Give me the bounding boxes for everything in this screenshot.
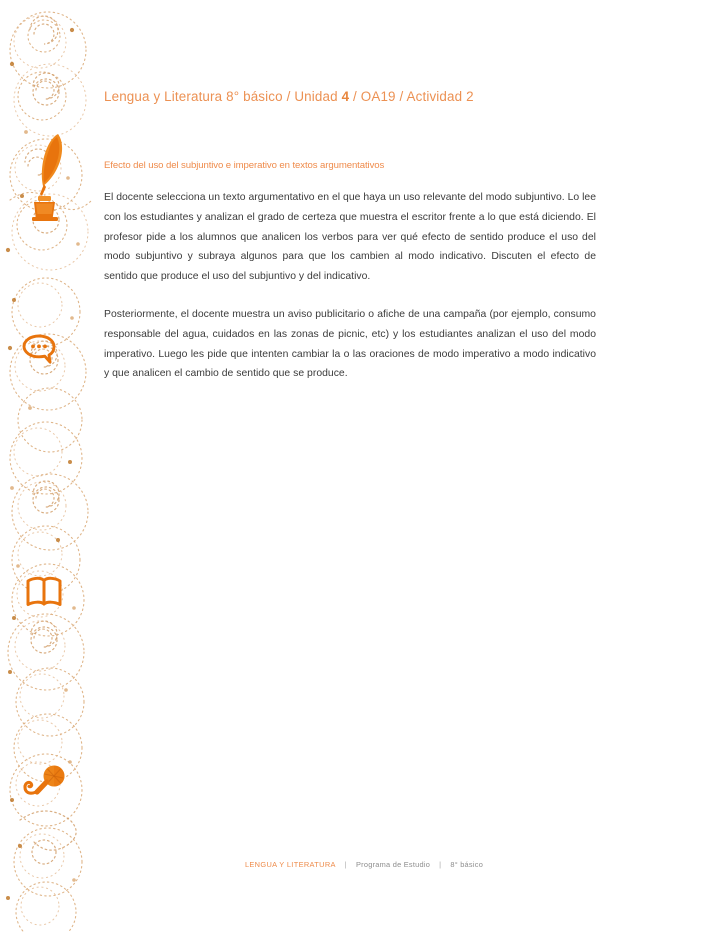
page-title-activity-label: Actividad: [406, 89, 463, 104]
activity-paragraph-2: Posteriormente, el docente muestra un aviso publicitario o afiche de una campaña (por ejemplo, consumo responsable del agua, cuidados en las zonas de picnic, etc) y los estudiantes analizan el uso del modo imperativo. Luego les pide que intenten cambiar la o las oraciones de modo imperativo a modo indicativo y que analicen el cambio de sentido que se produce.: [104, 309, 596, 380]
swirl-group-5: [8, 564, 84, 736]
activity-subtitle: Efecto del uso del subjuntivo e imperativo en textos argumentativos: [104, 160, 385, 172]
activity-paragraph-1: El docente selecciona un texto argumentativo en el que haya un uso relevante del modo subjuntivo. Lo lee con los estudiantes y analizan el grado de certeza que muestra el escritor frente a lo que está diciendo. El profesor pide a los alumnos que analicen los verbos para ver qué efecto de sentido produce el uso del modo subjuntivo y subraya algunos para que los cambien al modo indicativo. Discuten el efecto de sentido que produce el uso del subjuntivo y del indicativo.: [104, 192, 596, 282]
footer-subject: LENGUA Y LITERATURA: [244, 860, 336, 869]
microphone-icon: [25, 766, 65, 794]
page-title-activity-number: 2: [466, 89, 474, 104]
swirl-group-3: [8, 278, 86, 452]
swirl-group-6: [6, 714, 82, 932]
footer-program: Programa de Estudio: [355, 860, 431, 869]
footer-separator-2: |: [439, 860, 442, 869]
footer-separator-1: |: [344, 860, 347, 869]
page-title-subject: Lengua y Literatura: [104, 89, 223, 104]
swirl-group-2: [6, 139, 92, 270]
page-title-unit-label: Unidad: [294, 89, 338, 104]
page-title-separator-1: /: [286, 89, 291, 104]
page-title-grade: 8° básico: [226, 89, 283, 104]
inkwell-icon: [32, 196, 58, 221]
footer-grade: 8° básico: [450, 860, 484, 869]
page-footer: [104, 860, 624, 869]
document-content: [104, 0, 596, 384]
swirl-group-1: [10, 12, 86, 136]
page-title-unit-number: 4: [341, 89, 350, 104]
page-title-objective-code: OA19: [360, 89, 396, 104]
quill-pen-icon: [39, 134, 62, 202]
page-title-separator-3: /: [399, 89, 404, 104]
page-title-separator-2: /: [353, 89, 357, 104]
swirl-group-4: [10, 422, 88, 594]
speech-bubble-icon: [24, 336, 54, 362]
open-book-icon: [28, 578, 60, 604]
page-title: [104, 0, 596, 105]
sidebar-decoration: [0, 0, 96, 932]
